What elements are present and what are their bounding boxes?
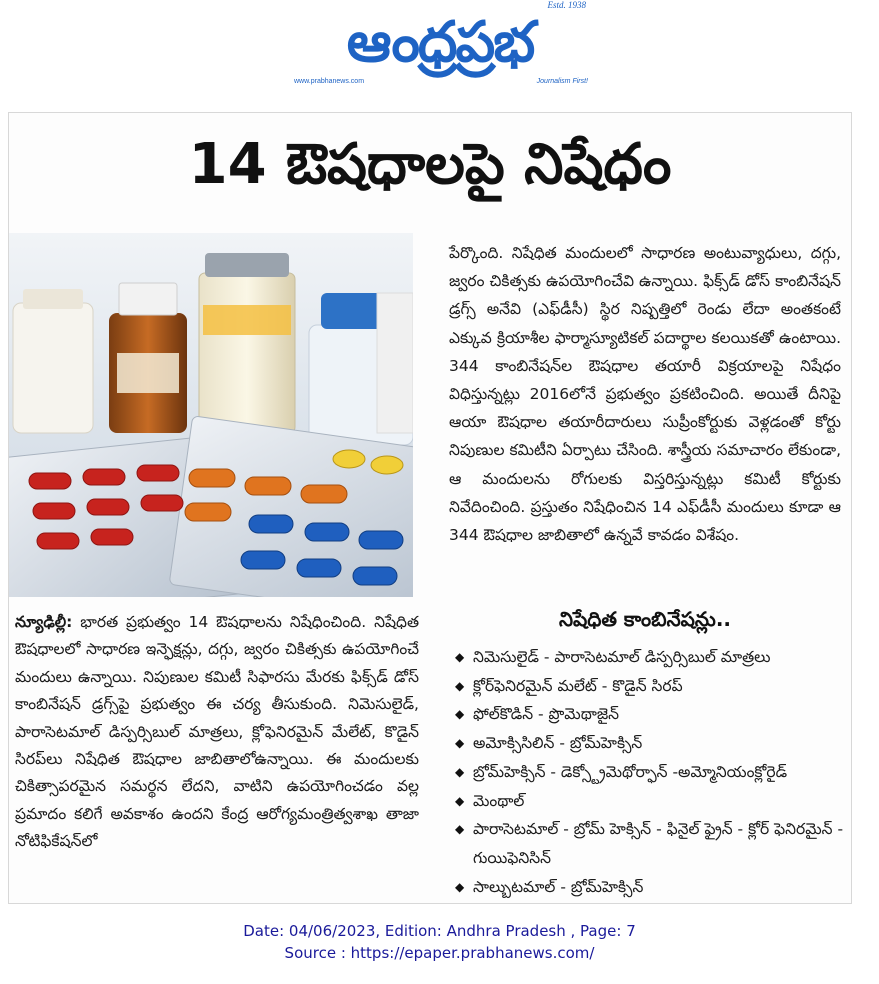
diamond-bullet-icon: ◆ — [455, 879, 465, 894]
edition-info: Date: 04/06/2023, Edition: Andhra Pradesh , Page: 7 — [243, 922, 636, 940]
logo-tagline: Journalism First! — [536, 78, 588, 85]
logo-website: www.prabhanews.com — [294, 78, 365, 85]
list-item: ◆ నిమెసులైడ్ - పారాసెటమాల్ డిస్పర్సిబుల్ మాత్రలు — [455, 643, 847, 672]
list-item: ◆ మెంథాల్ — [455, 787, 847, 816]
clipping-footer — [0, 920, 879, 964]
article-column-right: పేర్కొంది. నిషేధిత మందులలో సాధారణ అంటువ్యాధులు, దగ్గు, జ్వరం చికిత్సకు ఉపయోగించేవి ఉన్నాయి. ఫిక్స్‌డ్ డోస్ కాంబినేషన్ డ్రగ్స్ అనేవి (ఎఫ్‌డీసీ) స్థిర నిష్పత్తిలో రెండు లేదా అంతకంటే ఎక్కువ క్రియాశీల ఫార్మాస్యూటికల్ పదార్థాల కలయికతో ఉంటాయి. 344 కాంబినేషన్‌ల ఔషధాల తయారీ విక్రయాలపై నిషేధం విధిస్తున్నట్లు 2016లోనే ప్రభుత్వం ప్రకటించింది. అయితే దీనిపై ఆయా ఔషధాల తయారీదారులు సుప్రీంకోర్టుకు వెళ్లడంతో కోర్టు నిపుణుల కమిటీని ఏర్పాటు చేసింది. శాస్త్రీయ సమాచారం లేకుండా, ఆ మందులను రోగులకు విస్తరిస్తున్నట్లు కమిటీ కోర్టుకు నివేదించింది. ప్రస్తుతం నిషేధించిన 14 ఎఫ్‌డీసీ మందులు కూడా ఆ 344 ఔషధాల జాబితాలో ఉన్నవే కావడం విశేషం. — [449, 244, 841, 545]
medicine-photo — [9, 233, 413, 597]
diamond-bullet-icon: ◆ — [455, 650, 465, 664]
diamond-bullet-icon: ◆ — [455, 678, 465, 693]
list-item: ◆ బ్రోమ్‌హెక్సిన్ - డెక్స్ట్రోమెథోర్ఫాన్ -అమ్మోనియంక్లోరైడ్ — [455, 758, 847, 787]
logo-established-year: Estd. 1938 — [547, 0, 586, 10]
diamond-bullet-icon: ◆ — [455, 793, 465, 808]
diamond-bullet-icon: ◆ — [455, 822, 465, 837]
article-headline: 14 ఔషధాలపై నిషేధం — [188, 132, 672, 197]
list-item: ◆ పారాసెటమాల్ - బ్రోమ్ హెక్సిన్ - ఫినైల్ ఫ్రైన్ - క్లోర్ ఫెనిరమైన్ - గుయిఫెనిసిన్ — [455, 815, 847, 872]
diamond-bullet-icon: ◆ — [455, 736, 465, 751]
newspaper-logo[interactable] — [290, 0, 590, 96]
banned-combinations-list — [455, 643, 847, 901]
pills-photo-illustration — [9, 233, 413, 597]
list-item: ◆ క్లోర్‌ఫెనిరమైన్ మలేట్ - కొడైన్ సిరప్ — [455, 672, 847, 701]
source-link[interactable]: Source : https://epaper.prabhanews.com/ — [284, 944, 595, 962]
news-clipping — [8, 112, 852, 904]
logo-wordmark: ఆంధ్రప్రభ — [346, 10, 534, 75]
diamond-bullet-icon: ◆ — [455, 707, 465, 722]
article-column-left — [15, 609, 419, 856]
list-item: ◆ ఫోల్‌కొడిన్ - ప్రొమెథాజైన్ — [455, 700, 847, 729]
diamond-bullet-icon: ◆ — [455, 764, 465, 779]
list-item: ◆ సాల్బుటమాల్ - బ్రోమ్‌హెక్సిన్ — [455, 873, 847, 902]
list-item: ◆ అమోక్సిసిలిన్ - బ్రోమ్‌హెక్సిన్ — [455, 729, 847, 758]
article-lead-text: భారత ప్రభుత్వం 14 ఔషధాలను నిషేధించింది. నిషేధిత ఔషధాలలో సాధారణ ఇన్ఫెక్షన్లు, దగ్గు, జ్వరం చికిత్సకు ఉపయోగించే మందులు ఉన్నాయి. నిపుణుల కమిటీ సిఫారసు మేరకు ఫిక్స్‌డ్ డోస్ కాంబినేషన్ డ్రగ్స్‌పై ప్రభుత్వం ఈ చర్య తీసుకుంది. నిమెసులైడ్, పారాసెటమాల్ డిస్పర్సిబుల్ మాత్రలు, క్లోఫెనిరమైన్ మేలేట్, కొడైన్ సిరప్‌లు నిషేధిత ఔషధాల జాబితాలోఉన్నాయి. ఈ మందులకు చికిత్సాపరమైన సమర్థన లేదని, వాటిని ఉపయోగించడం వల్ల ప్రమాదం కలిగే అవకాశం ఉందని కేంద్ర ఆరోగ్యమంత్రిత్వశాఖ తాజా నోటిఫికేషన్‌లో — [15, 613, 419, 851]
masthead — [0, 0, 879, 100]
article-dateline: న్యూఢిల్లీ: — [15, 613, 73, 631]
banned-combinations-heading: నిషేధిత కాంబినేషన్లు.. — [558, 607, 732, 631]
